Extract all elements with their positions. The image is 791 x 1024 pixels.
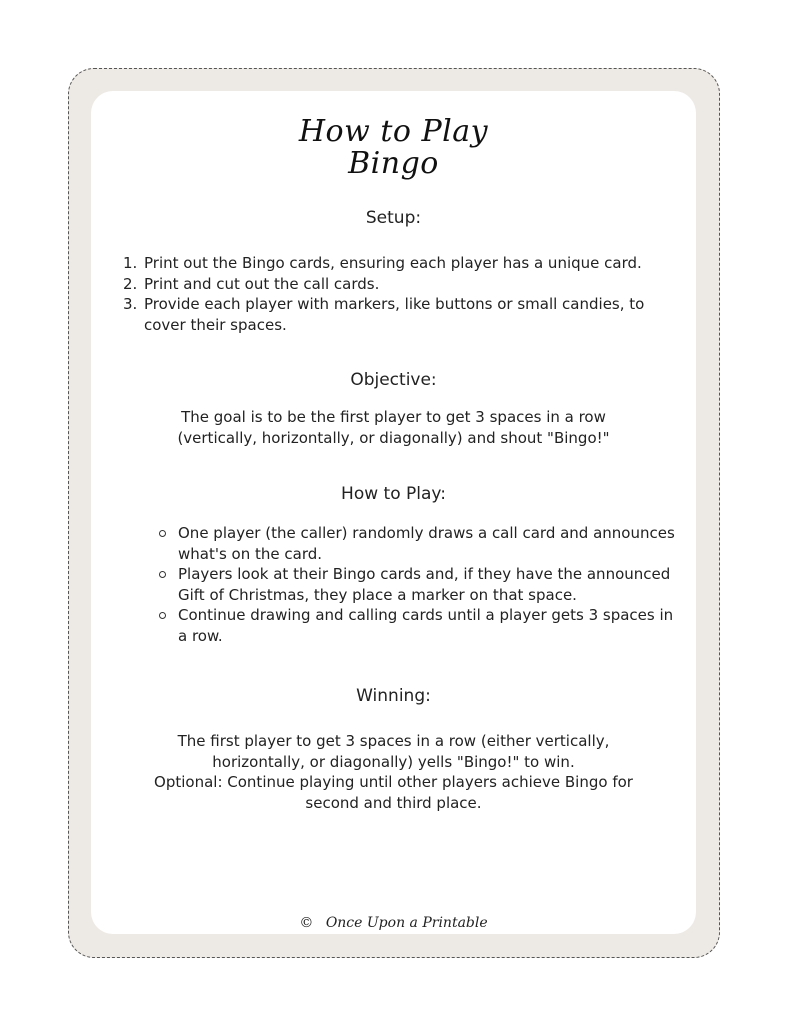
how-to-play-item-3 xyxy=(159,605,679,646)
footer-brand-text: Once Upon a Printable xyxy=(325,915,488,931)
how-to-play-list xyxy=(159,523,679,646)
winning-line-2: horizontally, or diagonally) yells "Bingo!" to win. xyxy=(212,752,575,771)
dashed-outer-frame xyxy=(68,68,720,958)
setup-item-2 xyxy=(123,274,673,295)
copyright-footer xyxy=(91,915,696,931)
how-to-play-item-2-text: Players look at their Bingo cards and, if they have the announced Gift of Christmas, they place a marker on that space. xyxy=(178,565,671,604)
bullet-circle-icon xyxy=(159,530,166,537)
winning-line-3: Optional: Continue playing until other players achieve Bingo for xyxy=(154,773,633,791)
setup-item-1-number: 1. xyxy=(123,254,138,272)
setup-item-3-number: 3. xyxy=(123,295,138,313)
content-card xyxy=(91,91,696,934)
how-to-play-item-1-text: One player (the caller) randomly draws a call card and announces what's on the card. xyxy=(178,524,675,563)
objective-line-2: (vertically, horizontally, or diagonally) and shout "Bingo!" xyxy=(177,428,610,447)
objective-heading: Objective: xyxy=(350,370,437,390)
how-to-play-heading: How to Play: xyxy=(341,484,446,504)
objective-text xyxy=(91,407,696,448)
winning-text xyxy=(91,731,696,813)
setup-item-2-number: 2. xyxy=(123,274,138,293)
winning-line-1: The first player to get 3 spaces in a row (either vertically, xyxy=(177,732,610,750)
page-title-line-1: How to Play xyxy=(298,114,489,149)
how-to-play-item-2 xyxy=(159,564,679,605)
copyright-icon: © xyxy=(299,915,314,931)
setup-item-1-text: Print out the Bingo cards, ensuring each player has a unique card. xyxy=(144,254,642,272)
bullet-circle-icon xyxy=(159,612,166,619)
setup-item-3 xyxy=(123,294,673,335)
how-to-play-item-3-text: Continue drawing and calling cards until a player gets 3 spaces in a row. xyxy=(178,606,674,645)
setup-item-2-text: Print and cut out the call cards. xyxy=(144,274,380,293)
setup-item-3-text: Provide each player with markers, like buttons or small candies, to cover their spaces. xyxy=(144,295,645,334)
bullet-circle-icon xyxy=(159,571,166,578)
objective-line-1: The goal is to be the first player to get 3 spaces in a row xyxy=(181,408,606,426)
setup-list xyxy=(123,253,673,335)
page-title-line-2: Bingo xyxy=(348,146,439,181)
setup-item-1 xyxy=(123,253,673,274)
setup-heading: Setup: xyxy=(365,208,422,228)
winning-line-4: second and third place. xyxy=(305,793,482,812)
winning-heading: Winning: xyxy=(356,686,431,706)
how-to-play-item-1 xyxy=(159,523,679,564)
